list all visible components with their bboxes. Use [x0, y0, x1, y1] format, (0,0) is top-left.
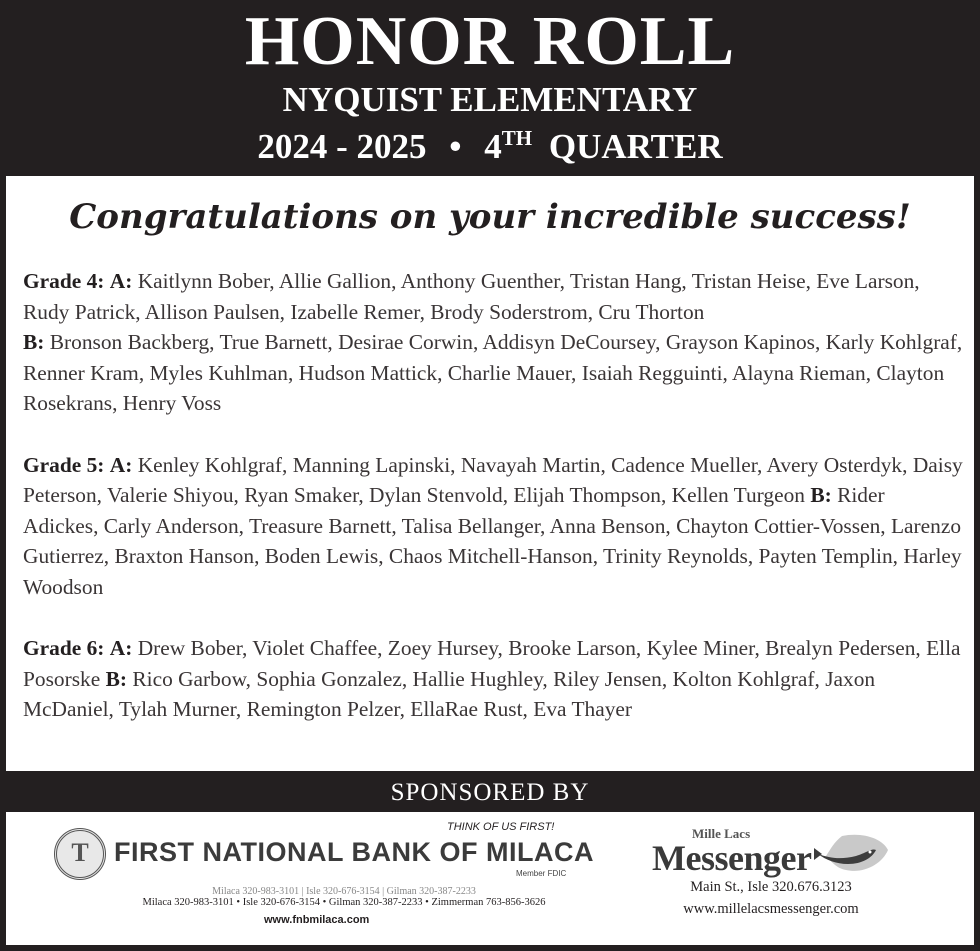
- bank-locations-line: Milaca 320-983-3101 • Isle 320-676-3154 • Gilman 320-387-2233 • Zimmerman 763-856-3626: [142, 897, 546, 908]
- grade-6-entry: [23, 633, 963, 725]
- fish-icon: [812, 830, 892, 878]
- quarter-suffix: TH: [501, 126, 533, 150]
- grade-5-entry: [23, 450, 963, 603]
- congratulations-heading: Congratulations on your incredible success!: [69, 197, 911, 237]
- sponsor-footer: [6, 812, 974, 945]
- grade-label: Grade 5:: [23, 452, 105, 477]
- newspaper-name-big: Messenger: [652, 838, 812, 878]
- bank-website: www.fnbmilaca.com: [264, 914, 370, 926]
- grade-4-entry: [23, 266, 963, 419]
- quarter-number: 4: [484, 127, 502, 166]
- page-title: HONOR ROLL: [244, 3, 736, 80]
- bank-name: FIRST NATIONAL BANK OF MILACA: [114, 837, 594, 867]
- bullet-separator: •: [449, 127, 462, 166]
- b-label: B:: [105, 666, 127, 691]
- header-banner: [0, 0, 980, 176]
- bank-fdic-note: Member FDIC: [516, 869, 567, 878]
- a-honor-names: Kenley Kohlgraf, Manning Lapinski, Navayah Martin, Cadence Mueller, Avery Osterdyk, Daisy Peterson, Valerie Shiyou, Ryan Smaker, Dylan Stenvold, Elijah Thompson, Kellen Turgeon: [23, 452, 963, 508]
- grades-list: [23, 266, 963, 756]
- grade-label: Grade 4:: [23, 269, 105, 293]
- newspaper-website: www.millelacsmessenger.com: [683, 901, 859, 917]
- b-honor-names: Bronson Backberg, True Barnett, Desirae Corwin, Addisyn DeCoursey, Grayson Kapinos, Karly Kohlgraf, Renner Kram, Myles Kuhlman, Hudson Mattick, Charlie Mauer, Isaiah Regguinti, Alayna Rieman, Clayton Rosekrans, Henry Voss: [23, 330, 963, 416]
- b-label: B:: [810, 483, 832, 508]
- grade-label: Grade 6:: [23, 636, 105, 661]
- school-name: NYQUIST ELEMENTARY: [282, 80, 698, 119]
- bank-locations-faded: Milaca 320-983-3101 | Isle 320-676-3154 | Gilman 320-387-2233: [212, 886, 476, 897]
- a-honor-names: Kaitlynn Bober, Allie Gallion, Anthony Guenther, Tristan Hang, Tristan Heise, Eve Larson, Rudy Patrick, Allison Paulsen, Izabelle Remer, Brody Soderstrom, Cru Thorton: [23, 269, 920, 324]
- school-year: 2024 - 2025: [257, 127, 427, 166]
- sponsored-by-label: SPONSORED BY: [390, 779, 590, 806]
- bank-slogan: THINK OF US FIRST!: [447, 821, 555, 833]
- newspaper-contact: [626, 876, 916, 920]
- term-line: [0, 126, 980, 168]
- bank-seal-icon: T: [54, 828, 106, 880]
- b-honor-names: Rico Garbow, Sophia Gonzalez, Hallie Hughley, Riley Jensen, Kolton Kohlgraf, Jaxon McDaniel, Tylah Murner, Remington Pelzer, EllaRae Rust, Eva Thayer: [23, 666, 876, 722]
- honor-roll-panel: [6, 176, 974, 771]
- b-honor-names: Rider Adickes, Carly Anderson, Treasure Barnett, Talisa Bellanger, Anna Benson, Chayton Cottier-Vossen, Larenzo Gutierrez, Braxton Hanson, Boden Lewis, Chaos Mitchell-Hanson, Trinity Reynolds, Payten Templin, Harley Woodson: [23, 483, 962, 599]
- a-honor-names: Drew Bober, Violet Chaffee, Zoey Hursey, Brooke Larson, Kylee Miner, Brealyn Pedersen, Ella Posorske: [23, 636, 961, 691]
- newspaper-name-small: Mille Lacs: [692, 826, 751, 841]
- bank-locations: [114, 886, 574, 908]
- b-label: B:: [23, 330, 45, 355]
- a-label: A:: [109, 269, 133, 293]
- newspaper-address: Main St., Isle 320.676.3123: [690, 879, 852, 895]
- quarter-word: QUARTER: [548, 127, 723, 166]
- a-label: A:: [109, 452, 133, 477]
- a-label: A:: [109, 636, 133, 661]
